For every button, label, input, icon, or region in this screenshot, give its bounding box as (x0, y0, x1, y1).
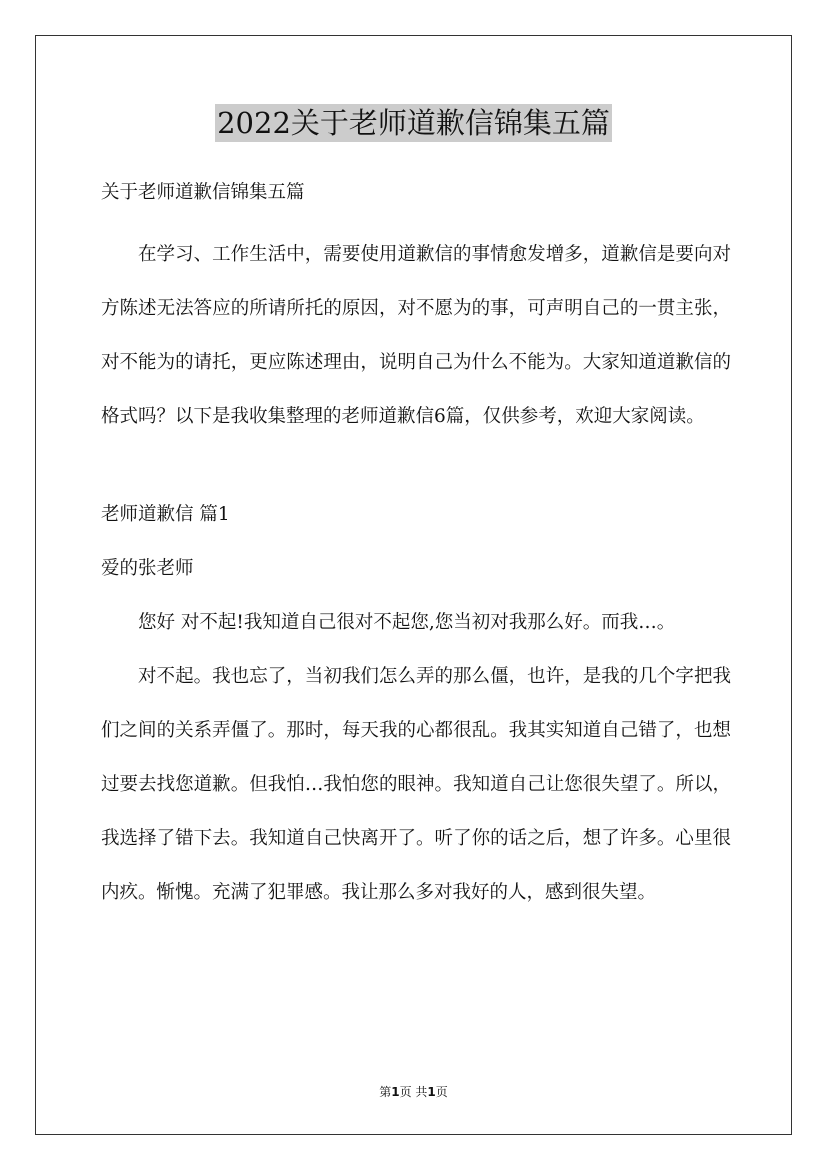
letter-paragraph-2: 对不起。我也忘了，当初我们怎么弄的那么僵，也许，是我的几个字把我们之间的关系弄僵了。那时，每天我的心都很乱。我其实知道自己错了，也想过要去找您道歉。但我怕…我怕您的眼神。我知道自己让您很失望了。所以，我选择了错下去。我知道自己快离开了。听了你的话之后，想了许多。心里很内疚。惭愧。充满了犯罪感。我让那么多对我好的人，感到很失望。 (101, 666, 731, 903)
footer-page-current: 1 (391, 1085, 400, 1099)
document-subtitle: 关于老师道歉信锦集五篇 (101, 182, 305, 203)
page-footer (0, 1083, 827, 1100)
letter-salutation: 爱的张老师 (101, 558, 194, 579)
footer-mid: 页 共 (399, 1085, 428, 1099)
document-body (101, 176, 731, 920)
intro-paragraph: 在学习、工作生活中，需要使用道歉信的事情愈发增多，道歉信是要向对方陈述无法答应的所请所托的原因，对不愿为的事，可声明自己的一贯主张，对不能为的请托，更应陈述理由，说明自己为什么不能为。大家知道道歉信的格式吗？以下是我收集整理的老师道歉信6篇，仅供参考，欢迎大家阅读。 (101, 244, 731, 427)
footer-page-total: 1 (427, 1085, 436, 1099)
section-heading: 老师道歉信 篇1 (101, 504, 230, 525)
document-title: 2022关于老师道歉信锦集五篇 (217, 106, 610, 140)
footer-suffix: 页 (435, 1085, 448, 1099)
footer-prefix: 第 (379, 1085, 392, 1099)
letter-paragraph-1: 您好 对不起!我知道自己很对不起您,您当初对我那么好。而我…。 (138, 612, 676, 633)
title-container (0, 104, 827, 142)
